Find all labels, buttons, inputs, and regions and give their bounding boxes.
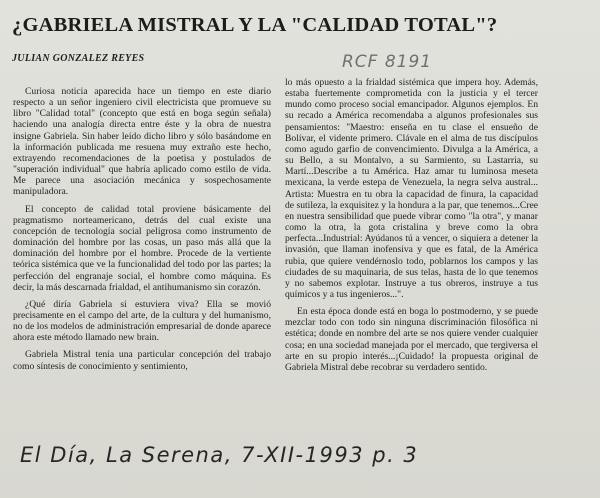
handwritten-source-note: El Día, La Serena, 7-XII-1993 p. 3	[20, 443, 419, 467]
left-column	[13, 86, 271, 378]
paragraph: En esta época donde está en boga lo postmoderno, y se puede mezclar todo con todo sin ninguna discriminación filosófica ni estética; donde en nombre del arte se nos quiere vender cualquier cosa; en una sociedad manejada por el mercado, que tergiversa el arte en su propio interés...¡Cuidado! la propuesta original de Gabriela Mistral debe recobrar su verdadero sentido.	[285, 306, 538, 373]
archive-stamp: RCF 8191	[342, 52, 433, 72]
paragraph: lo más opuesto a la frialdad sistémica que impera hoy. Además, estaba fuertemente comprometida con la justicia y el tercer mundo como proceso social emancipador. Algunos ejemplos. En su recado a América recomendaba a algunos profesionales sus pensamientos: "Maestro: enseña en tu clase el ensueño de Bolívar, el vidente primero. Clávale en el alma de tus discípulos como agudo garfio de convencimiento. Divulga a la América, a su Bello, a su Montalvo, a su Sarmiento, su Lastarria, su Martí...Describe a tu América. Haz amar tu luminosa meseta mexicana, la verde estepa de Venezuela, la negra selva austral... Artista: Muestra en tu obra la capacidad de finura, la capacidad de sutileza, la exquisitez y la hondura a la par, que tenemos...Cree en nuestra sensibilidad que puede vibrar como "la otra", y manar como la otra, la gota cristalina y breve como la obra perfecta...Industrial: Ayúdanos tú a vencer, o siquiera a detener la invasión, que llaman inofensiva y que es fatal, de la América rubia, que quiere vendérnoslo todo, poblarnos los campos y las ciudades de su maquinaria, de sus telas, hasta de lo que tenemos y no sabemos explotar. Instruye a tus obreros, instruye a tus químicos y a tus ingenieros...".	[285, 77, 538, 300]
paragraph: Gabriela Mistral tenía una particular concepción del trabajo como síntesis de conocimiento y sentimiento,	[13, 349, 271, 372]
article-title: ¿GABRIELA MISTRAL Y LA "CALIDAD TOTAL"?	[12, 14, 498, 36]
article-author: JULIAN GONZALEZ REYES	[12, 53, 145, 64]
paragraph: El concepto de calidad total proviene básicamente del pragmatismo norteamericano, detrás del cual existe una concepción de tecnología social peligrosa como instrumento de dominación del hombre por las cosas, un paso más allá que la dominación del hombre por el hombre. Procede de la vertiente teórica sistémica que ve la funcionalidad del todo por las partes; la perfección del engranaje social, el hombre como máquina. Es decir, la más descarnada frialdad, el antihumanismo sin corazón.	[13, 203, 271, 293]
paragraph: ¿Qué diría Gabriela si estuviera viva? Ella se movió precisamente en el campo del arte, de la cultura y del humanismo, no de los modelos de administración empresarial de donde aparece ahora este método llamado new brain.	[13, 298, 271, 344]
paragraph: Curiosa noticia aparecida hace un tiempo en este diario respecto a un señor ingeniero civil electricista que promueve su libro "Calidad total" (concepto que está en boga según señala) haciendo una analogía directa entre éste y la obra de nuestra insigne Gabriela. Sin haber leído dicho libro y sólo basándome en la información publicada me resuena muy extraño este hecho, extrayendo recomendaciones de la poetisa y postulados de "superación individual" que habría aplicado como estilo de vida. Me parece una asociación mecánica y sospechosamente manipuladora.	[13, 86, 271, 198]
right-column	[285, 77, 538, 379]
